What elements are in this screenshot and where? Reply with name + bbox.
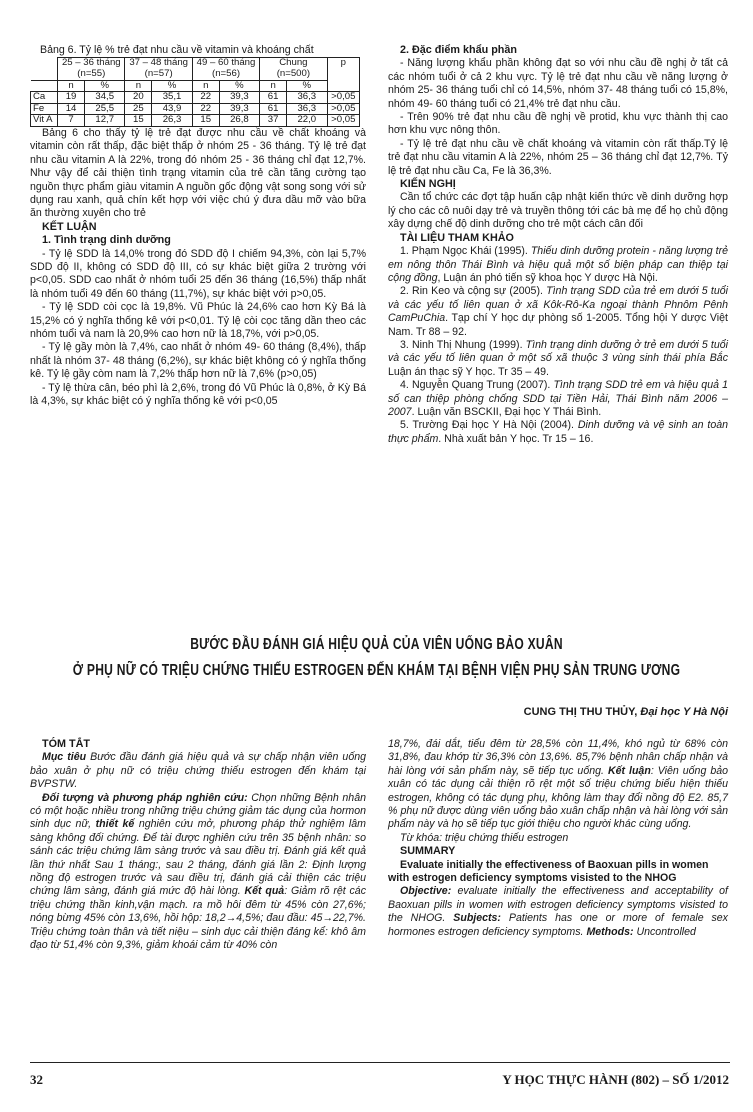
heading-kien-nghi: KIẾN NGHỊ — [400, 178, 456, 191]
article-title-line-1: BƯỚC ĐẦU ĐÁNH GIÁ HIỆU QUẢ CỦA VIÊN UỐNG BẢO XUÂN — [190, 636, 563, 653]
paragraph-gay-mon: - Tỷ lệ gầy mòn là 7,4%, cao nhất ở nhóm 49- 60 tháng (8,4%), thấp nhất là nhóm 37- 48 tháng (6,2%), sự khác biệt không có ý nghĩa thống kê. Tỷ lệ gầy còm nam là 7,2% thấp hơn nữ là 7,6% (p>0,05) — [30, 341, 366, 381]
author-line — [388, 706, 728, 718]
author-affiliation: Đại học Y Hà Nội — [640, 706, 728, 718]
english-title: Evaluate initially the effectiveness of Baoxuan pills in women with estrogen deficiency symptoms visisted to the NHOG — [388, 858, 709, 885]
paragraph-coi-coc: - Tỷ lệ SDD còi cọc là 19,8%. Vũ Phúc là 24,6% cao hơn Kỳ Bá là 15,2% có ý nghĩa thống kê với p<0,01. Tỷ lệ còi cọc tăng dần theo các nhóm tuổi và nam là 20,9% cao hơn nữ là 18,7%, với p>0,05. — [30, 301, 366, 341]
col-group-49-60: 49 – 60 tháng (n=56) — [192, 58, 259, 80]
abstract-objective: Mục tiêu Bước đầu đánh giá hiệu quả và sự chấp nhận viên uống bảo xuân ở phụ nữ có triệu chứng thiếu estrogen đến khám tại BVPSTW. — [30, 751, 366, 791]
paragraph-vitamin: - Tỷ lệ trẻ đạt nhu cầu về chất khoáng và vitamin còn rất thấp.Tỷ lệ trẻ đạt nhu cầu vitamin A là 22%, nhóm 25 – 36 tháng chỉ đạt 12,7%. Tỷ lệ trẻ đạt nhu cầu Ca, Fe là 36,3%. — [388, 137, 728, 177]
right-column-top — [388, 44, 728, 446]
abstract-left-column — [30, 738, 366, 953]
reference-item: 1. Phạm Ngọc Khái (1995). Thiếu dinh dưỡng protein - năng lượng trẻ em nông thôn Thái Bình và hiệu quả một số biện pháp can thiệp tại cộng đồng, Luận án phó tiến sỹ khoa học Y dược Hà Nội. — [388, 245, 728, 284]
table-header-row — [31, 58, 360, 80]
heading-tom-tat: TÓM TẮT — [42, 738, 90, 750]
col-p: p — [327, 58, 359, 92]
table-row: Ca 19 34,5 20 35,1 22 39,3 61 36,3 >0,05 — [31, 92, 360, 104]
reference-item: 5. Trường Đại học Y Hà Nội (2004). Dinh dưỡng và vệ sinh an toàn thực phẩm. Nhà xuất bản Y học. Tr 15 – 16. — [388, 419, 728, 445]
reference-item: 3. Ninh Thị Nhung (1999). Tình trạng dinh dưỡng ở trẻ em dưới 5 tuổi và các yếu tố liên quan ở một số xã thuộc 3 vùng sinh thái phía Bắc Luận án thạc sỹ Y học. Tr 35 – 49. — [388, 338, 728, 378]
left-column-top — [30, 44, 366, 409]
page-number: 32 — [30, 1072, 43, 1087]
keywords: Từ khóa: triệu chứng thiếu estrogen — [400, 831, 569, 844]
journal-name: Y HỌC THỰC HÀNH (802) – SỐ 1/2012 — [502, 1072, 729, 1087]
reference-item: 4. Nguyễn Quang Trung (2007). Tình trạng SDD trẻ em và hiệu quả 1 số can thiệp phòng chống SDD tại Tiền Hải, Thái Bình năm 2006 – 2007. Luận văn BSCKII, Đại học Y Thái Bình. — [388, 379, 729, 418]
english-abstract: Objective: evaluate initially the effectiveness and acceptability of Baoxuan pills in women with estrogen deficiency symptoms visisted to the NHOG. Subjects: Patients has one or more of female sex hormones estrogen deficiency symptoms. Methods: Uncontrolled — [388, 885, 728, 938]
reference-item: 2. Rin Keo và cộng sự (2005). Tình trạng SDD của trẻ em dưới 5 tuổi và các yếu tố liên quan ở xã Kôk-Rô-Ka ngoại thành Phnôm Pênh CamPuChia. Tạp chí Y học dự phòng số 1-2005. Tổng hội Y dược Việt Nam. Tr 88 – 92. — [388, 285, 728, 338]
article-title-line-2: Ở PHỤ NỮ CÓ TRIỆU CHỨNG THIẾU ESTROGEN ĐẾN KHÁM TẠI BỆNH VIỆN PHỤ SẢN TRUNG ƯƠNG — [72, 662, 681, 679]
footer-rule — [30, 1062, 730, 1063]
abstract-continuation: 18,7%, đái dắt, tiểu đêm từ 28,5% còn 11,4%, khó ngủ từ 68% còn 31,8%, đau khớp từ 36,3% còn 13,6%. 85,7% bệnh nhân chấp nhận và hài lòng với sản phẩm này, sẽ tiếp tục uống. Kết luận: Viên uống bảo xuân có tác dụng cải thiện rõ rệt một số triệu chứng biểu hiện thiếu estrogen, không có tác dụng phụ, không làm thay đổi nồng độ E2. 85,7 % phụ nữ được dùng viên uống bảo xuân chấp nhận và hài lòng với sản phẩm này và họ sẽ tiếp tục giới thiệu cho người khác cùng uống. — [388, 738, 729, 831]
table-row: Fe 14 25,5 25 43,9 22 39,3 61 36,3 >0,05 — [31, 103, 360, 115]
heading-tai-lieu: TÀI LIỆU THAM KHẢO — [400, 231, 514, 244]
table-row: Vit A 7 12,7 15 26,3 15 26,8 37 22,0 >0,05 — [31, 115, 360, 127]
paragraph-nang-luong: - Năng lượng khẩu phần không đạt so với nhu cầu đề nghị ở tất cả các nhóm tuổi ở cả 2 khu vực. Tỷ lệ trẻ đạt nhu cầu về năng lượng ở nhóm 25- 36 tháng tuổi chỉ có 14,5%, nhóm 37- 48 tháng tuổi có 15,8%, nhóm 49- 60 tháng tuổi có 21,4% trẻ đạt nhu cầu. — [388, 57, 728, 110]
col-group-chung: Chung (n=500) — [260, 58, 327, 80]
heading-khau-phan: 2. Đặc điểm khẩu phần — [400, 44, 517, 56]
col-group-37-48: 37 – 48 tháng (n=57) — [125, 58, 192, 80]
paragraph-table-discussion: Bảng 6 cho thấy tỷ lệ trẻ đạt được nhu cầu về chất khoáng và vitamin còn rất thấp, đặc biệt thấp ở nhóm 25 - 36 tháng. Tỷ lệ trẻ đạt nhu cầu vitamin A là 22%, trong đó nhóm 25 - 36 tháng chỉ đạt 12,7%. Như vậy để cải thiện tình trạng vitamin của trẻ cần tăng cường tạo nguồn thực phẩm giàu vitamin A nguồn gốc động vật song song với sử dụng rau xanh, quả chín kết hợp với việc chú ý đưa dầu mỡ vào bữa ăn thường xuyên cho trẻ — [30, 126, 366, 220]
abstract-methods-results: Đối tượng và phương pháp nghiên cứu: Chọn những Bệnh nhân có một hoặc nhiều trong những triệu chứng giảm tác dụng của hormon sinh dục nữ, thiết kế nghiên cứu mở, phương pháp thử nghiệm lâm sàng không đối chứng. Để tài được nghiên cứu trên 35 bệnh nhân: so sánh các triệu chứng lâm sàng trước và sau điều trị. Đánh giá kết quả lần thứ nhất Sau 1 tháng:, sau 2 tháng, đánh giá lần 2: Định lượng nồng độ estrogen trước và sau điều trị, đánh giá cải thiện các triệu chứng lâm sàng, đánh giá mức độ hài lòng. Kết quả: Giảm rõ rệt các triệu chứng thần kinh,vận mạch. ra mồ hôi đêm từ 45% còn 27,6%; nóng bừng 45% còn 13,6%, hồi hộp: 18,2→4,5%; đau đầu: 45→22,7%. Triệu chứng toàn thân và tiết niệu – sinh dục cải thiện đáng kể: khô âm đạo từ 51,4% còn 9,3%, giảm khoái cảm từ 40% còn — [30, 791, 366, 952]
paragraph-protid: - Trên 90% trẻ đạt nhu cầu đề nghị về protid, khu vực thành thị cao hơn khu vực nông thôn. — [388, 111, 728, 137]
author-name: CUNG THỊ THU THỦY, — [523, 706, 638, 718]
vitamin-table — [30, 57, 360, 127]
table-subheader-row: n % n % n % n % — [31, 80, 360, 92]
heading-summary: SUMMARY — [400, 845, 456, 858]
paragraph-thua-can: - Tỷ lệ thừa cân, béo phì là 2,6%, trong đó Vũ Phúc là 0,8%, ở Kỳ Bá là 4,3%, sự khác biệt có ý nghĩa thống kê với p<0,05 — [30, 381, 366, 408]
heading-ket-luan: KẾT LUẬN — [42, 220, 97, 233]
abstract-right-column — [388, 738, 728, 939]
col-group-25-36: 25 – 36 tháng (n=55) — [58, 58, 125, 80]
table-caption: Bảng 6. Tỷ lệ % trẻ đạt nhu cầu về vitamin và khoáng chất — [40, 44, 314, 56]
paragraph-sdd: - Tỷ lệ SDD là 14,0% trong đó SDD độ I chiếm 94,3%, còn lại 5,7% SDD độ II, không có SDD độ III, có sự khác biệt giữa 2 trường với p<0,05. SDD cao nhất ở nhóm tuổi 25 đến 36 tháng (16,5%) thấp nhất là nhóm tuổi 49 đến 60 tháng (11,7%), sự khác biệt với p>0,05. — [30, 247, 366, 300]
paragraph-kien-nghi: Cần tổ chức các đợt tập huấn cập nhật kiến thức về dinh dưỡng hợp lý cho các cô nuôi dạy trẻ và truyền thông tới các bà mẹ để họ chủ động xây dựng chế độ dinh dưỡng cho trẻ một cách cân đối — [388, 191, 728, 231]
heading-tinh-trang: 1. Tình trạng dinh dưỡng — [42, 234, 171, 247]
